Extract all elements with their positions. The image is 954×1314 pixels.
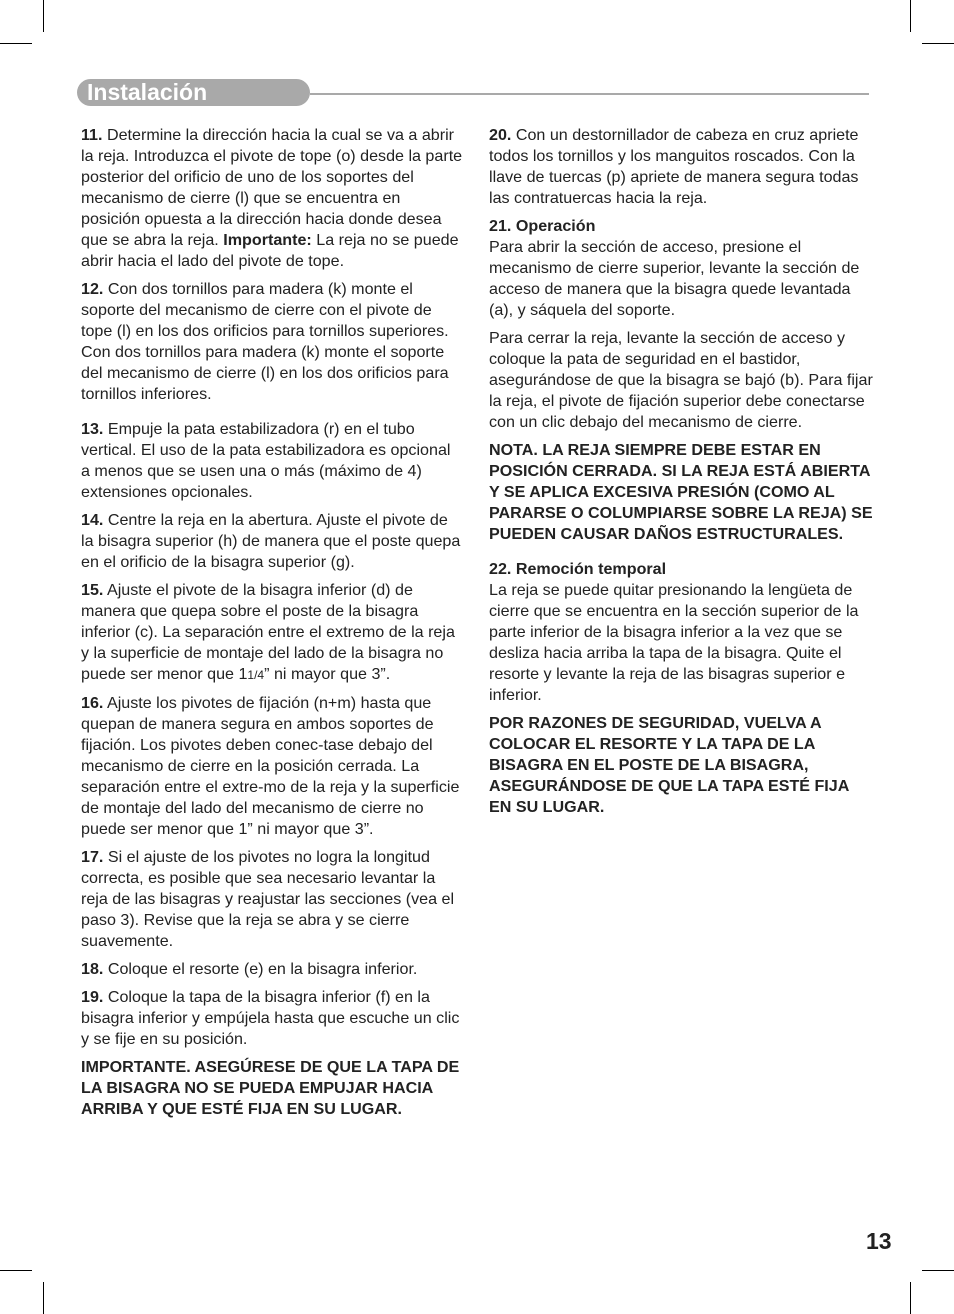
step-14 [81, 510, 463, 573]
page-number: 13 [866, 1228, 892, 1254]
step-number: 19. [81, 988, 104, 1006]
step-heading: 22. Remoción temporal [489, 560, 667, 578]
step-12 [81, 279, 463, 405]
step-13 [81, 419, 463, 503]
section-title: Instalación [77, 79, 310, 106]
step-text: Centre la reja en la abertura. Ajuste el pivote de la bisagra superior (h) de manera que el poste quepa en el orificio de la bisagra superior (g). [81, 511, 461, 571]
step-21 [489, 216, 873, 321]
left-column [81, 125, 463, 1127]
step-number: 17. [81, 848, 104, 866]
important-text: La reja no se puede abrir hacia el lado del pivote de tope. [81, 231, 459, 270]
step-number: 11. [81, 126, 103, 144]
note-warning: NOTA. LA REJA SIEMPRE DEBE ESTAR EN POSICIÓN CERRADA. SI LA REJA ESTÁ ABIERTA Y SE APLICA EXCESIVA PRESIÓN (COMO AL PARARSE O COLUMPIARSE SOBRE LA REJA) SE PUEDEN CAUSAR DAÑOS ESTRUCTURALES. [489, 441, 873, 543]
step-21-closing: Para cerrar la reja, levante la sección de acceso y coloque la pata de seguridad en el bastidor, asegurándose de que la bisagra se bajó (b). Para fijar la reja, el pivote de fijación superior debe conectarse con un clic debajo del mecanismo de cierre. [489, 329, 873, 431]
crop-mark [43, 0, 44, 32]
crop-mark [0, 1270, 32, 1271]
step-text: Empuje la pata estabilizadora (r) en el tubo vertical. El uso de la pata estabilizadora es opcional a menos que se usen una o más (máximo de 4) extensiones opcionales. [81, 420, 451, 501]
step-11 [81, 125, 463, 272]
crop-mark [43, 1282, 44, 1314]
safety-warning: POR RAZONES DE SEGURIDAD, VUELVA A COLOCAR EL RESORTE Y LA TAPA DE LA BISAGRA EN EL POSTE DE LA BISAGRA, ASEGURÁNDOSE DE QUE LA TAPA ESTÉ FIJA EN SU LUGAR. [489, 714, 849, 816]
step-text: Para abrir la sección de acceso, presione el mecanismo de cierre superior, levante la sección de acceso de manera que la bisagra quede levantada (a), y sáquela del soporte. [489, 238, 860, 319]
step-number: 18. [81, 960, 104, 978]
step-text: Coloque la tapa de la bisagra inferior (f) en la bisagra inferior y empújela hasta que escuche un clic y se fije en su posición. [81, 988, 460, 1048]
crop-mark [910, 1282, 911, 1314]
crop-mark [922, 43, 954, 44]
crop-mark [910, 0, 911, 32]
step-19 [81, 987, 463, 1050]
step-text: La reja se puede quitar presionando la lengüeta de cierre que se encuentra en la sección superior de la parte inferior de la bisagra inferior a la vez que se desliza hacia arriba la tapa de la bisagra. Quite el resorte y levante la reja de las bisagras superior e inferior. [489, 581, 859, 704]
header-rule [310, 93, 869, 95]
important-warning: IMPORTANTE. ASEGÚRESE DE QUE LA TAPA DE LA BISAGRA NO SE PUEDA EMPUJAR HACIA ARRIBA Y QUE ESTÉ FIJA EN SU LUGAR. [81, 1058, 460, 1118]
step-number: 20. [489, 126, 512, 144]
step-text-end: ” ni mayor que 3”. [264, 665, 391, 683]
step-text: Si el ajuste de los pivotes no logra la longitud correcta, es posible que sea necesario levantar la reja de las bisagras y reajustar las secciones (vea el paso 3). Revise que la reja se abra y se cierre suavemente. [81, 848, 455, 950]
important-label: Importante: [223, 231, 312, 249]
step-15 [81, 580, 463, 686]
step-18 [81, 959, 463, 980]
step-number: 13. [81, 420, 104, 438]
step-17 [81, 847, 463, 952]
step-text: Con dos tornillos para madera (k) monte el soporte del mecanismo de cierre con el pivote de tope (l) en los dos orificios para tornillos superiores. Con dos tornillos para madera (k) monte el soporte del mecanismo de cierre (l) en los dos orificios para tornillos inferiores. [81, 280, 449, 403]
step-text: Ajuste el pivote de la bisagra inferior (d) de manera que quepa sobre el poste de la bisagra inferior (c). La separación entre el extremo de la reja y la superficie de montaje del lado de la bisagra no puede ser menor que 1 [81, 581, 455, 683]
step-20 [489, 125, 873, 209]
step-text: Ajuste los pivotes de fijación (n+m) hasta que quepan de manera segura en ambos soportes de fijación. Los pivotes deben conec-tase debajo del mecanismo de cierre en la posición cerrada. La separación entre el extre-mo de la reja y la superficie de montaje del lado del mecanismo de cierre no puede ser menor que 1” ni mayor que 3”. [81, 694, 460, 838]
step-heading: 21. Operación [489, 217, 596, 235]
crop-mark [0, 43, 32, 44]
step-number: 15. [81, 581, 104, 599]
right-column [489, 125, 873, 825]
step-number: 12. [81, 280, 104, 298]
crop-mark [922, 1270, 954, 1271]
fraction: 1/4 [247, 668, 265, 682]
step-text: Coloque el resorte (e) en la bisagra inferior. [107, 960, 418, 978]
step-22 [489, 559, 873, 706]
step-number: 14. [81, 511, 104, 529]
step-text: Con un destornillador de cabeza en cruz apriete todos los tornillos y los manguitos roscados. Con la llave de tuercas (p) apriete de manera segura todas las contratuercas hacia la reja. [489, 126, 859, 207]
step-number: 16. [81, 694, 104, 712]
step-16 [81, 693, 463, 840]
step-text: Determine la dirección hacia la cual se va a abrir la reja. Introduzca el pivote de tope (o) desde la parte posterior del orificio de uno de los soportes del mecanismo de cierre (l) que se encuentra en posición opuesta a la dirección hacia donde desea que se abra la reja. [81, 126, 463, 249]
